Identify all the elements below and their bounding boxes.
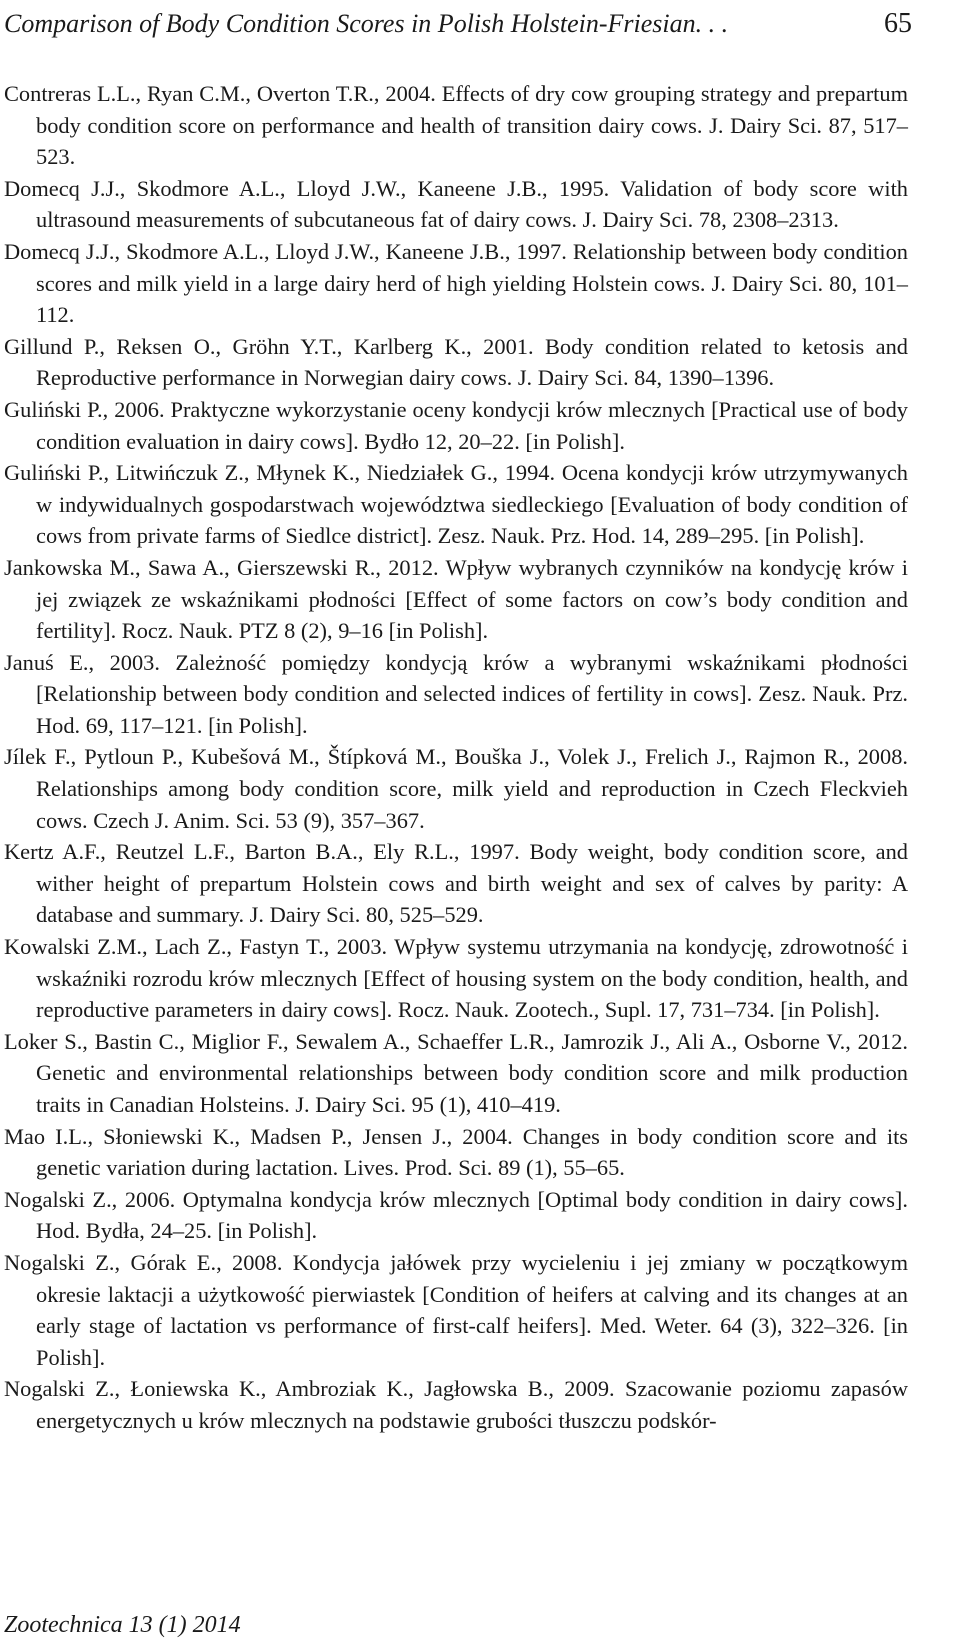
reference-item: Nogalski Z., Górak E., 2008. Kondycja jałówek przy wycieleniu i jej zmiany w początkowym okresie laktacji a użytkowość pierwiastek [Condition of heifers at calving and its changes at an early stage of lactation vs performance of first-calf heifers]. Med. Weter. 64 (3), 322–326. [in Polish].	[4, 1249, 908, 1370]
reference-item: Nogalski Z., 2006. Optymalna kondycja krów mlecznych [Optimal body condition in dairy cows]. Hod. Bydła, 24–25. [in Polish].	[4, 1186, 908, 1244]
reference-item: Jílek F., Pytloun P., Kubešová M., Štípková M., Bouška J., Volek J., Frelich J., Rajmon R., 2008. Relationships among body condition score, milk yield and reproduction in Czech Fleckvieh cows. Czech J. Anim. Sci. 53 (9), 357–367.	[4, 744, 908, 833]
reference-item: Kowalski Z.M., Lach Z., Fastyn T., 2003. Wpływ systemu utrzymania na kondycję, zdrowotność i wskaźniki rozrodu krów mlecznych [Effect of housing system on the body condition, health, and reproductive parameters in dairy cows]. Rocz. Nauk. Zootech., Supl. 17, 731–734. [in Polish].	[4, 934, 908, 1023]
reference-item: Guliński P., Litwińczuk Z., Młynek K., Niedziałek G., 1994. Ocena kondycji krów utrzymywanych w indywidualnych gospodarstwach województwa siedleckiego [Evaluation of body condition of cows from private farms of Siedlce district]. Zesz. Nauk. Prz. Hod. 14, 289–295. [in Polish].	[4, 460, 908, 549]
reference-item: Nogalski Z., Łoniewska K., Ambroziak K., Jagłowska B., 2009. Szacowanie poziomu zapasów energetycznych u krów mlecznych na podstawie grubości tłuszczu podskór-	[4, 1376, 908, 1433]
reference-item: Domecq J.J., Skodmore A.L., Lloyd J.W., Kaneene J.B., 1997. Relationship between body condition scores and milk yield in a large dairy herd of high yielding Holstein cows. J. Dairy Sci. 80, 101–112.	[4, 238, 908, 328]
reference-item: Domecq J.J., Skodmore A.L., Lloyd J.W., Kaneene J.B., 1995. Validation of body score with ultrasound measurements of subcutaneous fat of dairy cows. J. Dairy Sci. 78, 2308–2313.	[4, 175, 908, 233]
reference-item: Januś E., 2003. Zależność pomiędzy kondycją krów a wybranymi wskaźnikami płodności [Relationship between body condition and selected indices of fertility in cows]. Zesz. Nauk. Prz. Hod. 69, 117–121. [in Polish].	[4, 649, 908, 738]
reference-item: Guliński P., 2006. Praktyczne wykorzystanie oceny kondycji krów mlecznych [Practical use of body condition evaluation in dairy cows]. Bydło 12, 20–22. [in Polish].	[4, 396, 908, 454]
running-title: Comparison of Body Condition Scores in Polish Holstein-Friesian. . .	[4, 9, 729, 38]
page-number: 65	[884, 8, 912, 39]
running-header	[4, 4, 912, 44]
reference-item: Loker S., Bastin C., Miglior F., Sewalem A., Schaeffer L.R., Jamrozik J., Ali A., Osborne V., 2012. Genetic and environmental relationships between body condition score and milk production traits in Canadian Holsteins. J. Dairy Sci. 95 (1), 410–419.	[4, 1028, 908, 1117]
reference-item: Gillund P., Reksen O., Gröhn Y.T., Karlberg K., 2001. Body condition related to ketosis and Reproductive performance in Norwegian dairy cows. J. Dairy Sci. 84, 1390–1396.	[4, 333, 908, 391]
reference-item: Kertz A.F., Reutzel L.F., Barton B.A., Ely R.L., 1997. Body weight, body condition score, and wither height of prepartum Holstein cows and birth weight and sex of calves by parity: A database and summary. J. Dairy Sci. 80, 525–529.	[4, 839, 908, 928]
journal-footer: Zootechnica 13 (1) 2014	[4, 1612, 241, 1638]
reference-list	[4, 78, 908, 1437]
reference-item: Jankowska M., Sawa A., Gierszewski R., 2012. Wpływ wybranych czynników na kondycję krów i jej związek ze wskaźnikami płodności [Effect of some factors on cow’s body condition and fertility]. Rocz. Nauk. PTZ 8 (2), 9–16 [in Polish].	[4, 554, 908, 644]
reference-item: Mao I.L., Słoniewski K., Madsen P., Jensen J., 2004. Changes in body condition score and its genetic variation during lactation. Lives. Prod. Sci. 89 (1), 55–65.	[4, 1123, 908, 1181]
reference-item: Contreras L.L., Ryan C.M., Overton T.R., 2004. Effects of dry cow grouping strategy and prepartum body condition score on performance and health of transition dairy cows. J. Dairy Sci. 87, 517–523.	[4, 81, 908, 170]
